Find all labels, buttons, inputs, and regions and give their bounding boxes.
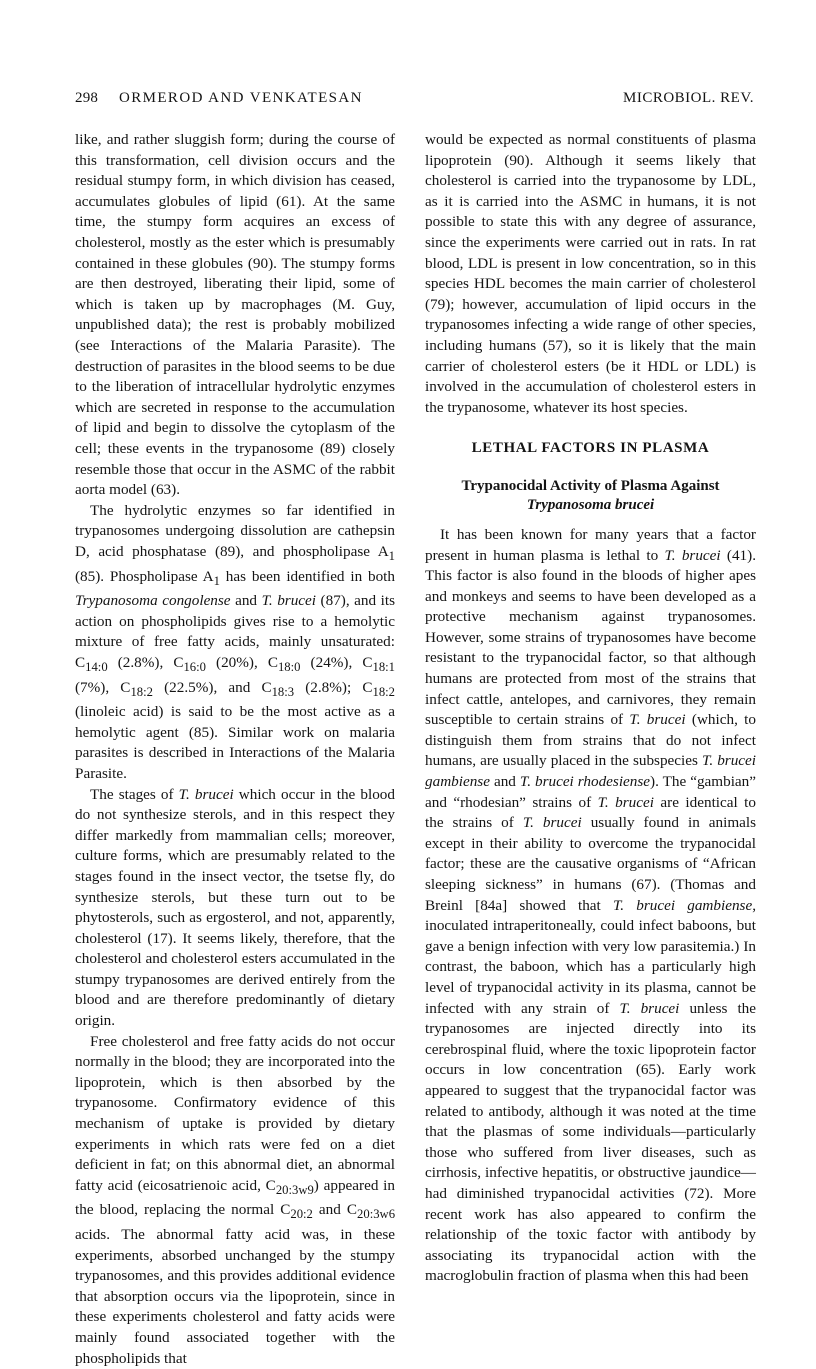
paragraph: would be expected as normal constituents of plasma lipoprotein (90). Although it seems likely that cholesterol is carried into the trypanosome by LDL, as it is carried into the ASMC in humans, it is not possible to state this with any degree of assurance, since the experiments were carried out in rats. In rat blood, LDL is present in low concentration, so in this species HDL becomes the main carrier of cholesterol (79); however, accumulation of lipid occurs in the trypanosomes infecting a wide range of other species, including humans (57), so it is likely that the main carrier of cholesterol esters (be it HDL or LDL) is involved in the accumulation of cholesterol esters in the trypanosome, whatever its host species.: [425, 131, 756, 416]
species-name: T. brucei gambiense: [425, 752, 756, 791]
section-heading: LETHAL FACTORS IN PLASMA: [471, 440, 710, 457]
species-name: T. brucei: [178, 785, 234, 803]
running-authors: ORMEROD AND VENKATESAN: [119, 90, 363, 106]
page-number: 298: [75, 90, 99, 106]
subsection-heading: Trypanocidal Activity of Plasma Against Trypanosoma brucei: [461, 477, 720, 513]
paragraph: like, and rather sluggish form; during the course of this transformation, cell division occurs and the residual stumpy form, in which division has ceased, accumulates globules of lipid (61). At the same time, the stumpy form acquires an excess of cholesterol, mostly as the ester which is presumably contained in these globules (90). The stumpy forms are then destroyed, liberating their lipid, some of which is taken up by macrophages (M. Guy, unpublished data); the rest is probably mobilized (see Interactions of the Malaria Parasite). The destruction of parasites in the blood seems to be due to the liberation of intracellular hydrolytic enzymes which are secreted in response to the accumulation of lipid and begin to dissolve the cytoplasm of the cell; these events in the trypanosome (89) closely resemble those that occur in the ASMC of the rabbit aorta model (63).: [75, 131, 395, 499]
left-column: [75, 130, 395, 1369]
species-name: Trypanosoma congolense: [75, 592, 231, 610]
species-name: T. brucei: [522, 814, 582, 832]
paragraph: It has been known for many years that a factor present in human plasma is lethal to T. brucei (41). This factor is also found in the bloods of higher apes and monkeys and seems to have been developed as a protective mechanism against trypanosomes. However, some strains of trypanosomes have become resistant to the trypanocidal factor, so that although humans are protected from most of the strains that infect cattle, antelopes, and carnivores, they remain susceptible to certain strains of T. brucei (which, to distinguish them from strains that do not infect humans, are usually placed in the subspecies T. brucei gambiense and T. brucei rhodesiense). The “gambian” and “rhodesian” strains of T. brucei are identical to the strains of T. brucei usually found in animals except in their ability to overcome the trypanocidal factor; these are the causative organisms of “African sleeping sickness” in humans (67). (Thomas and Breinl [84a] showed that T. brucei gambiense, inoculated intraperitoneally, could infect baboons, but gave a benign infection with very low parasitemia.) In contrast, the baboon, which has a particularly high level of trypanocidal activity in its plasma, cannot be infected with any strain of T. brucei unless the trypanosomes are injected directly into its cerebrospinal fluid, where the toxic lipoprotein factor occurs in low concentration (65). Early work appeared to suggest that the trypanocidal factor was related to antibody, although it was noted at the time that the plasmas of some individuals—particularly those who suffered from liver diseases, such as cirrhosis, infective hepatitis, or obstructive jaundice—had diminished trypanocidal activities (72). More recent work has also appeared to confirm the relationship of the toxic factor with antibody by associating its trypanocidal action with the macroglobulin fraction of plasma when this had been: [425, 525, 757, 1285]
running-header: [75, 90, 754, 112]
right-column: [425, 130, 756, 1287]
paragraph: The hydrolytic enzymes so far identified in trypanosomes undergoing dissolution are cathepsin D, acid phosphatase (89), and phospholipase $A_1$ (85). Phospholipase $A_1$ has been identified in both Trypanosoma congolense and T. brucei (87), and its action on phospholipids gives rise to a hemolytic mixture of free fatty acids, mainly unsaturated: $C_{14:0}$ (2.8%), $C_{16:0}$ (20%), $C_{18:0}$ (24%), $C_{18:1}$ (7%), $C_{18:2}$ (22.5%), and $C_{18:3}$ (2.8%); $C_{18:2}$ (linoleic acid) is said to be the most active as a hemolytic agent (85). Similar work on malaria parasites is described in Interactions of the Malaria Parasite.: [75, 501, 395, 782]
paragraph: Free cholesterol and free fatty acids do not occur normally in the blood; they are incorporated into the lipoprotein, which is then absorbed by the trypanosome. Confirmatory evidence of this mechanism of uptake is provided by dietary experiments in which rats were fed on a diet deficient in fat; on this abnormal diet, an abnormal fatty acid (eicosatrienoic acid, $C_{20:3w9}$) appeared in the blood, replacing the normal $C_{20:2}$ and $C_{20:3w6}$ acids. The abnormal fatty acid was, in these experiments, absorbed unchanged by the stumpy trypanosomes, and this provides additional evidence that absorption occurs via the lipoprotein, since in these experiments cholesterol and fatty acids were mainly found associated together with the phospholipids that: [75, 1032, 396, 1367]
species-name: T. brucei: [261, 592, 317, 610]
paragraph: The stages of T. brucei which occur in the blood do not synthesize sterols, and in this respect they differ markedly from mammalian cells; moreover, culture forms, which are presumably related to the stages found in the insect vector, the tsetse fly, do synthesize sterols, but these turn out to be phytosterols, such as ergosterol, and not, apparently, cholesterol (17). It seems likely, therefore, that the cholesterol and cholesterol esters accumulated in the stumpy trypanosomes are derived entirely from the blood and are therefore predominantly of dietary origin.: [75, 785, 395, 1030]
species-name: T. brucei: [629, 711, 686, 729]
species-name: T. brucei: [619, 999, 680, 1017]
species-name: T. brucei: [597, 793, 654, 811]
species-name: T. brucei rhodesiense: [519, 773, 651, 791]
species-name: T. brucei: [664, 546, 721, 564]
journal-name: MICROBIOL. REV.: [623, 90, 754, 106]
species-name: T. brucei gambiense: [612, 896, 753, 914]
